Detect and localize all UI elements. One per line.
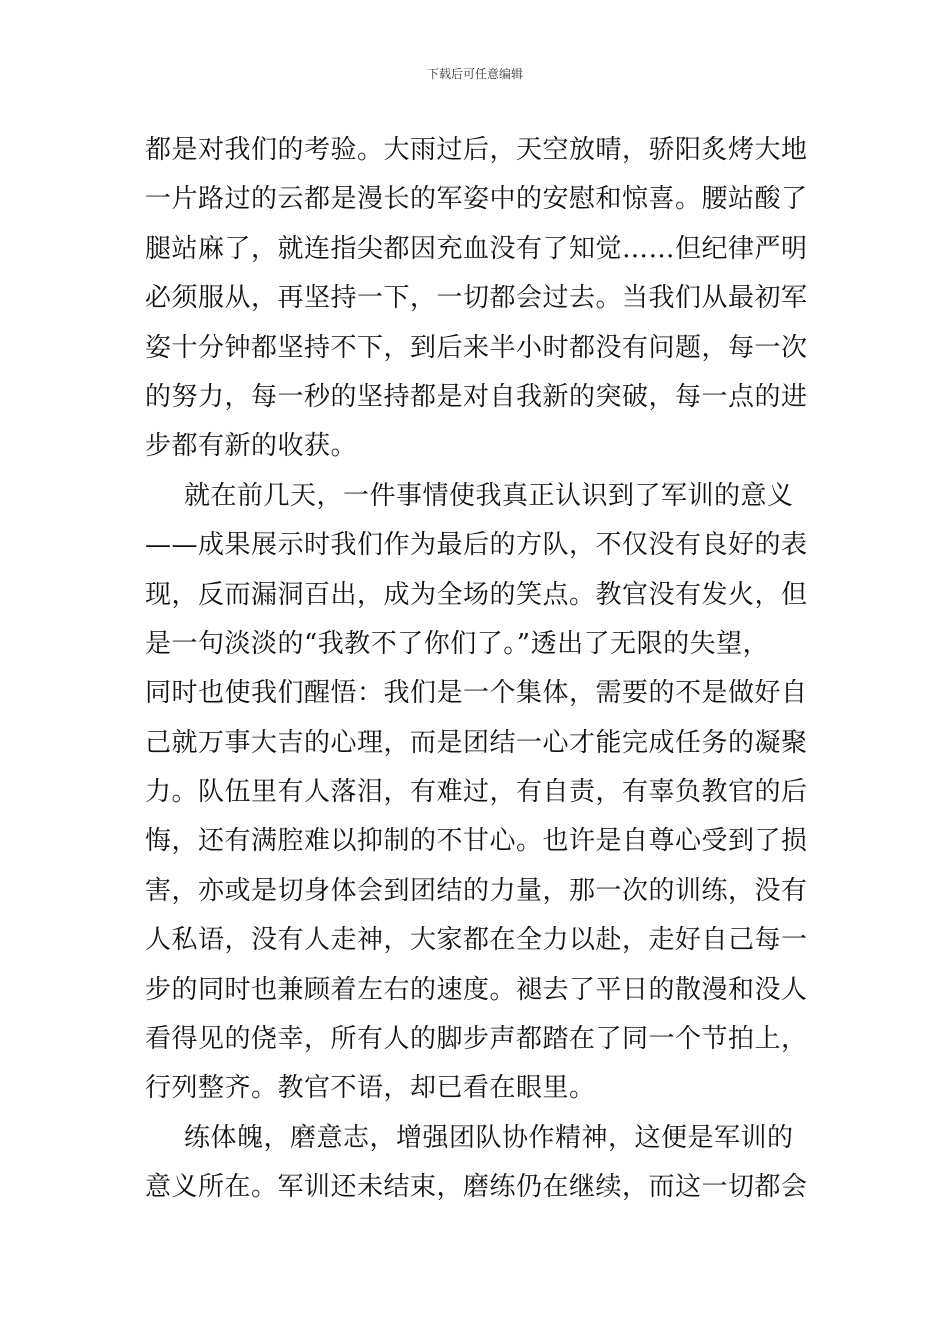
text-line: 人私语，没有人走神，大家都在全力以赴，走好自己每一	[145, 925, 808, 956]
text-line: 步都有新的收获。	[145, 431, 358, 462]
paragraph-start-line: 就在前几天，一件事情使我真正认识到了军训的意义	[184, 480, 794, 511]
page-header: 下载后可任意编辑	[426, 67, 523, 81]
text-line: ——成果展示时我们作为最后的方队，不仅没有良好的表	[145, 530, 808, 561]
text-line: 悔，还有满腔难以抑制的不甘心。也许是自尊心受到了损	[145, 826, 808, 857]
paragraph-start-line: 练体魄，磨意志，增强团队协作精神，这便是军训的	[184, 1122, 794, 1153]
text-line: 现，反而漏洞百出，成为全场的笑点。教官没有发火，但	[145, 579, 808, 610]
text-line: 步的同时也兼顾着左右的速度。褪去了平日的散漫和没人	[145, 974, 808, 1005]
text-line: 行列整齐。教官不语，却已看在眼里。	[145, 1073, 596, 1104]
text-line: 必须服从，再坚持一下，一切都会过去。当我们从最初军	[145, 283, 808, 314]
text-line: 同时也使我们醒悟：我们是一个集体，需要的不是做好自	[145, 678, 808, 709]
text-line: 腿站麻了，就连指尖都因充血没有了知觉……但纪律严明	[145, 233, 808, 264]
text-line: 己就万事大吉的心理，而是团结一心才能完成任务的凝聚	[145, 727, 808, 758]
text-line: 害，亦或是切身体会到团结的力量，那一次的训练，没有	[145, 875, 808, 906]
text-line: 是一句淡淡的“我教不了你们了。”透出了无限的失望，	[145, 628, 770, 659]
text-line: 看得见的侥幸，所有人的脚步声都踏在了同一个节拍上，	[145, 1024, 808, 1055]
text-line: 力。队伍里有人落泪，有难过，有自责，有辜负教官的后	[145, 777, 808, 808]
text-line: 都是对我们的考验。大雨过后，天空放晴，骄阳炙烤大地	[145, 135, 808, 165]
text-line: 姿十分钟都坚持不下，到后来半小时都没有问题，每一次	[145, 332, 808, 363]
document-body	[145, 126, 807, 1213]
text-line: 一片路过的云都是漫长的军姿中的安慰和惊喜。腰站酸了	[145, 184, 808, 215]
text-line: 意义所在。军训还未结束，磨练仍在继续，而这一切都会	[145, 1172, 808, 1203]
text-line: 的努力，每一秒的坚持都是对自我新的突破，每一点的进	[145, 381, 808, 412]
